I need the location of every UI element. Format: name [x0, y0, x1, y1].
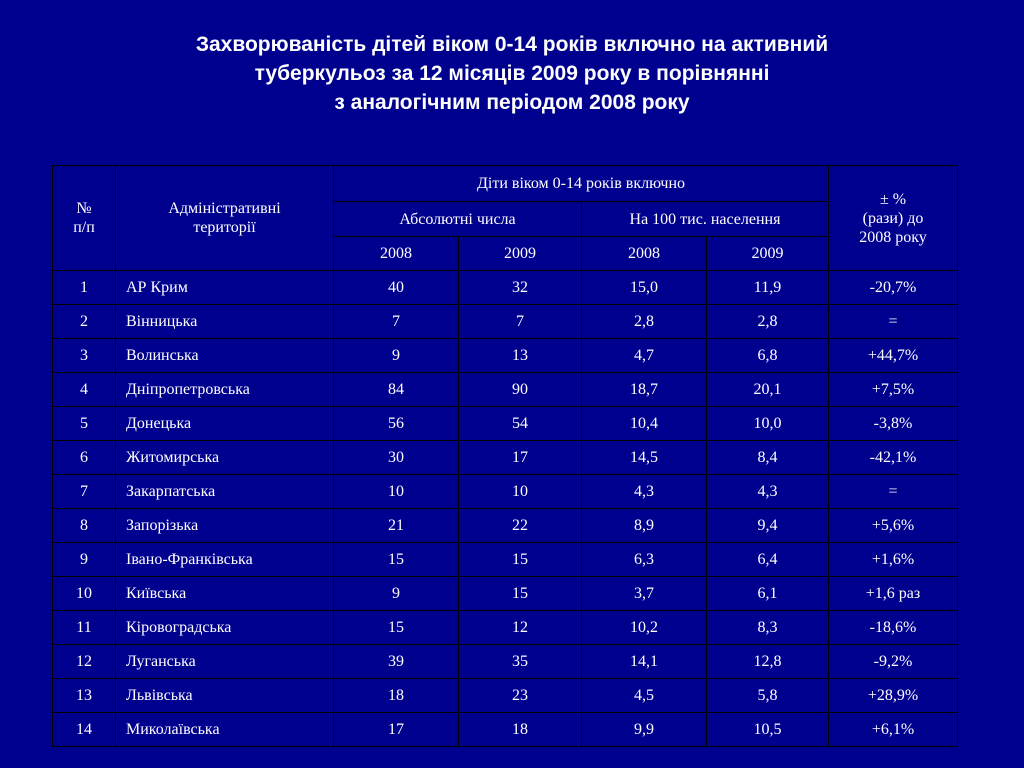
cell-abs-2009: 22	[459, 509, 582, 543]
cell-territory: Миколаївська	[116, 713, 334, 747]
cell-abs-2008: 40	[334, 271, 459, 305]
cell-rate-2008: 14,5	[582, 441, 707, 475]
cell-abs-2009: 12	[459, 611, 582, 645]
cell-abs-2009: 54	[459, 407, 582, 441]
cell-abs-2009: 15	[459, 543, 582, 577]
cell-change: =	[829, 475, 958, 509]
cell-abs-2008: 17	[334, 713, 459, 747]
table-row	[53, 407, 958, 441]
cell-change: -9,2%	[829, 645, 958, 679]
cell-territory: Київська	[116, 577, 334, 611]
cell-territory: Донецька	[116, 407, 334, 441]
cell-abs-2009: 32	[459, 271, 582, 305]
cell-change: +28,9%	[829, 679, 958, 713]
cell-change: +6,1%	[829, 713, 958, 747]
cell-change: +1,6 раз	[829, 577, 958, 611]
cell-num: 3	[53, 339, 116, 373]
cell-rate-2008: 4,5	[582, 679, 707, 713]
table-body	[53, 271, 958, 747]
cell-rate-2008: 10,4	[582, 407, 707, 441]
header-rate-2009: 2009	[707, 237, 829, 271]
header-rate-2008: 2008	[582, 237, 707, 271]
cell-abs-2008: 9	[334, 577, 459, 611]
cell-change: =	[829, 305, 958, 339]
header-change: ± % (рази) до 2008 року	[829, 166, 958, 271]
table-row	[53, 305, 958, 339]
table-row	[53, 373, 958, 407]
cell-rate-2009: 4,3	[707, 475, 829, 509]
cell-rate-2008: 4,7	[582, 339, 707, 373]
cell-num: 6	[53, 441, 116, 475]
cell-territory: Кіровоградська	[116, 611, 334, 645]
cell-num: 13	[53, 679, 116, 713]
cell-rate-2009: 8,3	[707, 611, 829, 645]
title-line-3: з аналогічним періодом 2008 року	[334, 91, 690, 114]
cell-rate-2008: 2,8	[582, 305, 707, 339]
cell-change: +1,6%	[829, 543, 958, 577]
cell-num: 10	[53, 577, 116, 611]
table-row	[53, 611, 958, 645]
table-row	[53, 475, 958, 509]
header-territory: Адміністративні території	[116, 166, 334, 271]
cell-change: -18,6%	[829, 611, 958, 645]
cell-change: -20,7%	[829, 271, 958, 305]
table-row	[53, 271, 958, 305]
cell-rate-2009: 2,8	[707, 305, 829, 339]
cell-abs-2008: 18	[334, 679, 459, 713]
cell-rate-2008: 4,3	[582, 475, 707, 509]
cell-rate-2008: 6,3	[582, 543, 707, 577]
cell-num: 1	[53, 271, 116, 305]
cell-rate-2009: 10,5	[707, 713, 829, 747]
cell-territory: Запорізька	[116, 509, 334, 543]
table-row	[53, 509, 958, 543]
cell-rate-2009: 12,8	[707, 645, 829, 679]
cell-change: -3,8%	[829, 407, 958, 441]
header-abs-2009: 2009	[459, 237, 582, 271]
header-row-1	[53, 166, 958, 202]
header-per100k: На 100 тис. населення	[582, 202, 829, 237]
header-abs-2008: 2008	[334, 237, 459, 271]
cell-rate-2009: 6,4	[707, 543, 829, 577]
cell-change: +5,6%	[829, 509, 958, 543]
tuberculosis-table	[52, 165, 958, 747]
cell-abs-2008: 7	[334, 305, 459, 339]
cell-rate-2009: 6,1	[707, 577, 829, 611]
header-num: № п/п	[53, 166, 116, 271]
cell-abs-2008: 21	[334, 509, 459, 543]
cell-num: 5	[53, 407, 116, 441]
cell-abs-2008: 39	[334, 645, 459, 679]
cell-abs-2009: 23	[459, 679, 582, 713]
cell-num: 9	[53, 543, 116, 577]
cell-rate-2008: 8,9	[582, 509, 707, 543]
cell-territory: Луганська	[116, 645, 334, 679]
cell-num: 12	[53, 645, 116, 679]
cell-abs-2009: 90	[459, 373, 582, 407]
cell-abs-2009: 18	[459, 713, 582, 747]
cell-rate-2008: 9,9	[582, 713, 707, 747]
cell-rate-2008: 14,1	[582, 645, 707, 679]
cell-territory: Волинська	[116, 339, 334, 373]
cell-rate-2009: 11,9	[707, 271, 829, 305]
table-row	[53, 441, 958, 475]
title-line-2: туберкульоз за 12 місяців 2009 року в порівнянні	[254, 62, 770, 85]
cell-territory: Івано-Франківська	[116, 543, 334, 577]
title-line-1: Захворюваність дітей віком 0-14 років включно на активний	[195, 33, 829, 56]
cell-territory: Львівська	[116, 679, 334, 713]
cell-rate-2008: 18,7	[582, 373, 707, 407]
cell-rate-2009: 9,4	[707, 509, 829, 543]
cell-change: +7,5%	[829, 373, 958, 407]
cell-rate-2009: 20,1	[707, 373, 829, 407]
cell-num: 2	[53, 305, 116, 339]
cell-rate-2009: 5,8	[707, 679, 829, 713]
table-row	[53, 543, 958, 577]
cell-rate-2008: 3,7	[582, 577, 707, 611]
cell-abs-2008: 15	[334, 543, 459, 577]
cell-abs-2008: 15	[334, 611, 459, 645]
cell-abs-2009: 17	[459, 441, 582, 475]
cell-territory: АР Крим	[116, 271, 334, 305]
cell-num: 14	[53, 713, 116, 747]
table-row	[53, 645, 958, 679]
cell-territory: Вінницька	[116, 305, 334, 339]
cell-num: 4	[53, 373, 116, 407]
table-row	[53, 339, 958, 373]
cell-rate-2008: 10,2	[582, 611, 707, 645]
cell-change: +44,7%	[829, 339, 958, 373]
slide-title	[0, 30, 1024, 117]
cell-rate-2009: 8,4	[707, 441, 829, 475]
cell-abs-2009: 13	[459, 339, 582, 373]
cell-num: 11	[53, 611, 116, 645]
header-children-group: Діти віком 0-14 років включно	[334, 166, 829, 202]
cell-abs-2008: 9	[334, 339, 459, 373]
cell-rate-2008: 15,0	[582, 271, 707, 305]
cell-abs-2008: 10	[334, 475, 459, 509]
cell-territory: Закарпатська	[116, 475, 334, 509]
cell-rate-2009: 6,8	[707, 339, 829, 373]
cell-abs-2008: 84	[334, 373, 459, 407]
cell-rate-2009: 10,0	[707, 407, 829, 441]
table-row	[53, 577, 958, 611]
cell-abs-2009: 15	[459, 577, 582, 611]
header-absolute: Абсолютні числа	[334, 202, 582, 237]
cell-num: 8	[53, 509, 116, 543]
cell-abs-2009: 7	[459, 305, 582, 339]
table-row	[53, 679, 958, 713]
cell-abs-2009: 10	[459, 475, 582, 509]
cell-territory: Житомирська	[116, 441, 334, 475]
cell-territory: Дніпропетровська	[116, 373, 334, 407]
cell-num: 7	[53, 475, 116, 509]
cell-abs-2009: 35	[459, 645, 582, 679]
cell-change: -42,1%	[829, 441, 958, 475]
cell-abs-2008: 56	[334, 407, 459, 441]
cell-abs-2008: 30	[334, 441, 459, 475]
table-row	[53, 713, 958, 747]
